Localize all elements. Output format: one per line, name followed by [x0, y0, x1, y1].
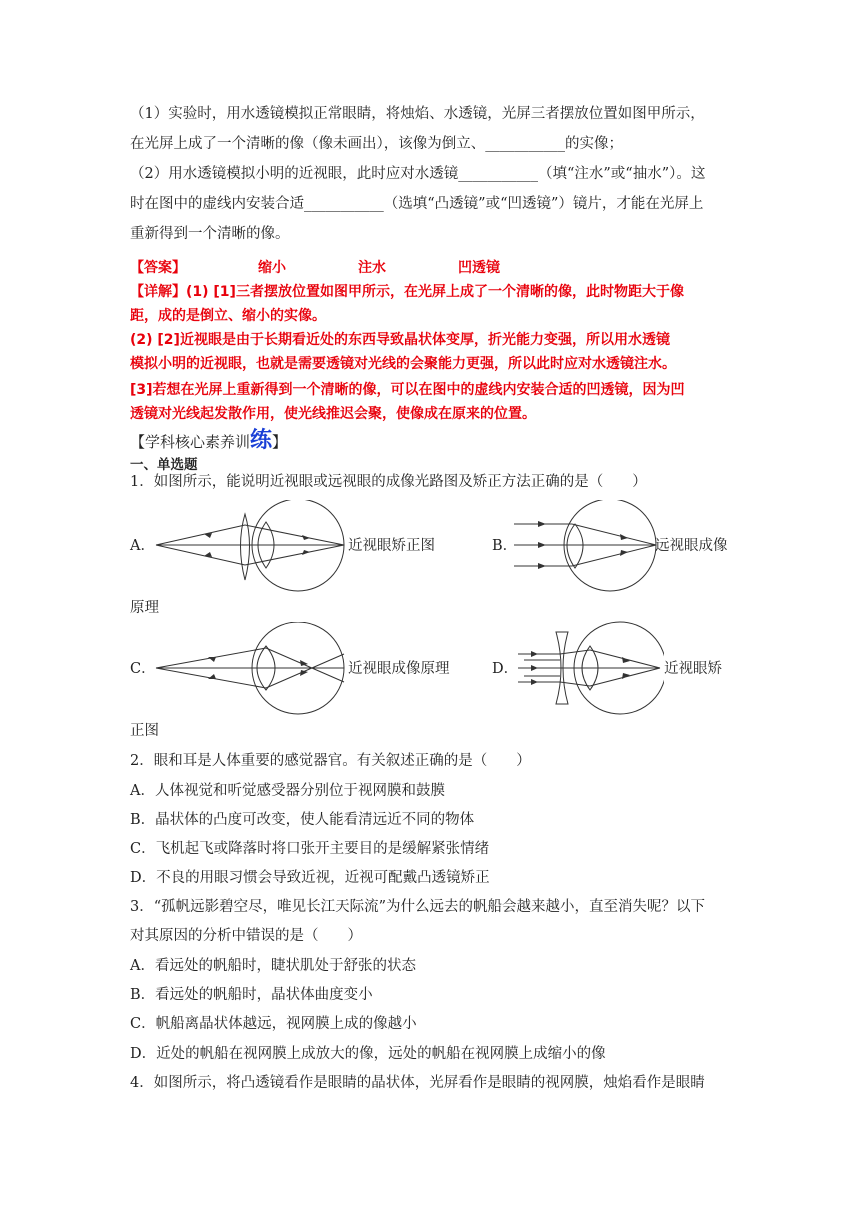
- q1-option-c-label: C．: [130, 661, 156, 677]
- detail-line5: [3]若想在光屏上重新得到一个清晰的像，可以在图中的虚线内安装合适的凹透镜，因为凹: [130, 382, 685, 398]
- detail-line4: 模拟小明的近视眼，也就是需要透镜对光线的会聚能力更强，所以此时应对水透镜注水。: [130, 356, 676, 372]
- section-heading-big: 练: [250, 427, 273, 453]
- q1-option-d-label: D．: [492, 661, 519, 677]
- q1-option-b-label: B．: [492, 538, 518, 554]
- q1-diagram-b: [510, 500, 658, 596]
- section-subheading: 一、单选题: [130, 457, 198, 473]
- q3-option-b: B．看远处的帆船时，晶状体曲度变小: [130, 987, 373, 1003]
- q3-stem-line2: 对其原因的分析中错误的是（ ）: [130, 928, 362, 944]
- answer-1: 缩小: [258, 260, 286, 276]
- q2-option-c: C．飞机起飞或降落时将口张开主要目的是缓解紧张情绪: [130, 841, 490, 857]
- q3-option-d: D．近处的帆船在视网膜上成放大的像，远处的帆船在视网膜上成缩小的像: [130, 1046, 606, 1062]
- q2-option-a: A．人体视觉和听觉感受器分别位于视网膜和鼓膜: [130, 783, 445, 799]
- q3-option-a: A．看远处的帆船时，睫状肌处于舒张的状态: [130, 958, 416, 974]
- detail-line6: 透镜对光线起发散作用，使光线推迟会聚，使像成在原来的位置。: [130, 406, 536, 422]
- q3-option-c: C．帆船离晶状体越远，视网膜上成的像越小: [130, 1016, 417, 1032]
- q-intro-line3: （2）用水透镜模拟小明的近视眼，此时应对水透镜___________（填“注水”或“抽水”）。这: [130, 166, 706, 182]
- q-intro-line4: 时在图中的虚线内安装合适___________（选填“凸透镜”或“凹透镜”）镜片，才能在光屏上: [130, 196, 704, 212]
- q2-stem: 2．眼和耳是人体重要的感觉器官。有关叙述正确的是（ ）: [130, 753, 531, 769]
- answer-3: 凹透镜: [458, 260, 500, 276]
- detail-line3: (2) [2]近视眼是由于长期看近处的东西导致晶状体变厚，折光能力变强，所以用水透镜: [130, 332, 670, 348]
- answer-2: 注水: [358, 260, 386, 276]
- q1-stem: 1．如图所示，能说明近视眼或远视眼的成像光路图及矫正方法正确的是（ ）: [130, 474, 647, 490]
- q-intro-line2: 在光屏上成了一个清晰的像（像未画出），该像为倒立、___________的实像；: [130, 136, 623, 152]
- section-heading-suffix: 】: [272, 433, 288, 451]
- q2-option-d: D．不良的用眼习惯会导致近视，近视可配戴凸透镜矫正: [130, 870, 490, 886]
- detail-line1: 【详解】(1) [1]三者摆放位置如图甲所示，在光屏上成了一个清晰的像，此时物距大于像: [130, 284, 684, 300]
- q1-wrap-2: 正图: [130, 723, 159, 739]
- section-heading-prefix: 【学科核心素养训: [130, 433, 251, 451]
- section-heading: [130, 427, 288, 453]
- q-intro-line1: （1）实验时，用水透镜模拟正常眼睛，将烛焰、水透镜，光屏三者摆放位置如图甲所示，: [130, 106, 705, 122]
- q1-option-c-caption: 近视眼成像原理: [348, 661, 450, 677]
- q3-stem-line1: 3．“孤帆远影碧空尽，唯见长江天际流”为什么远去的帆船会越来越小，直至消失呢？以下: [130, 899, 706, 915]
- q2-option-b: B．晶状体的凸度可改变，使人能看清远近不同的物体: [130, 812, 475, 828]
- answer-label: 【答案】: [130, 260, 186, 276]
- q1-option-b-caption: 远视眼成像: [655, 538, 728, 554]
- detail-line2: 距，成的是倒立、缩小的实像。: [130, 308, 326, 324]
- q-intro-line5: 重新得到一个清晰的像。: [130, 226, 290, 242]
- q1-option-a-label: A．: [130, 538, 155, 554]
- q1-diagram-a: [150, 500, 350, 596]
- q1-wrap-1: 原理: [130, 600, 159, 616]
- q1-diagram-c: [150, 622, 350, 718]
- q1-option-a-caption: 近视眼矫正图: [348, 538, 435, 554]
- q1-option-d-caption: 近视眼矫: [664, 661, 722, 677]
- q1-diagram-d: [514, 620, 664, 720]
- q4-stem-line1: 4．如图所示，将凸透镜看作是眼睛的晶状体，光屏看作是眼睛的视网膜，烛焰看作是眼睛: [130, 1075, 705, 1091]
